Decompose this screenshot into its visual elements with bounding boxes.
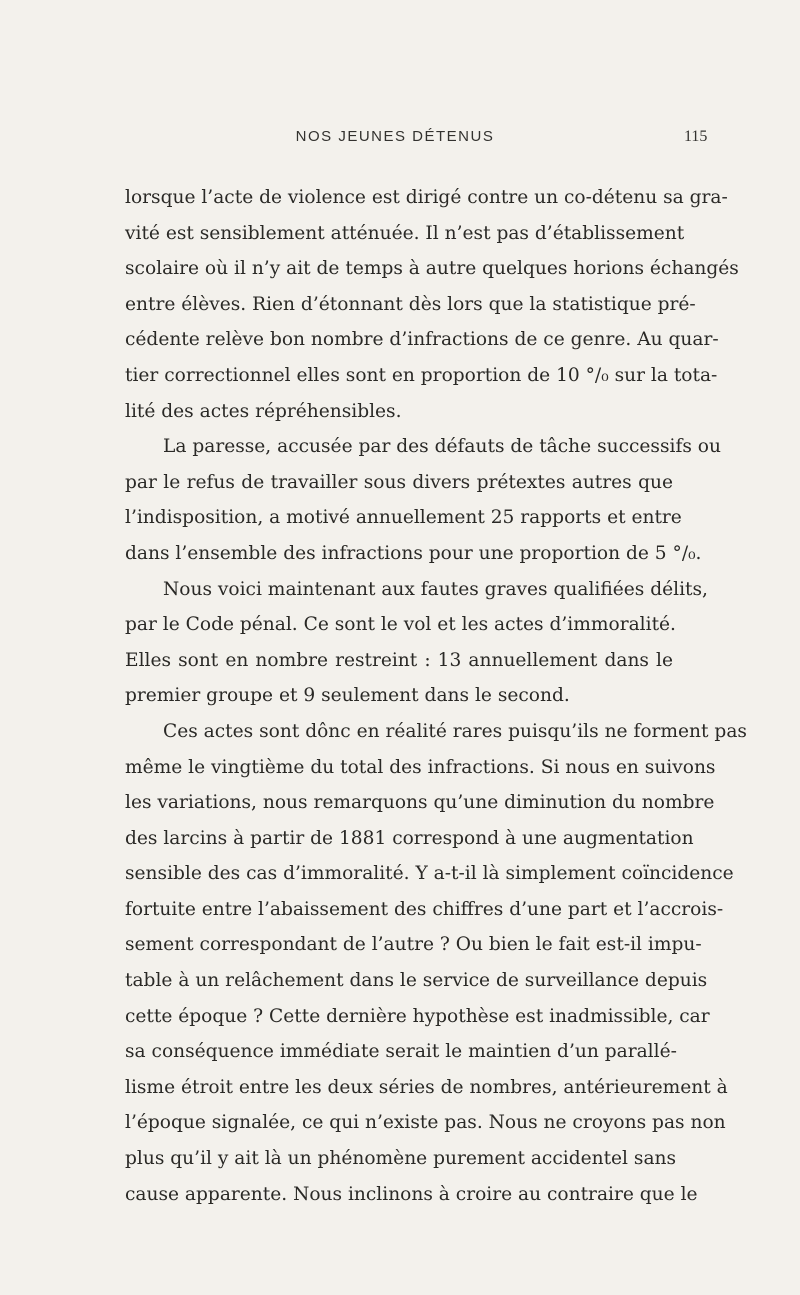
text-line: les variations, nous remarquons qu’une diminution du nombre xyxy=(125,792,715,814)
text-line: La paresse, accusée par des défauts de tâche successifs ou xyxy=(163,436,721,458)
text-line: table à un relâchement dans le service de surveillance depuis xyxy=(125,970,708,992)
body-text xyxy=(125,180,747,1212)
text-line: sement correspondant de l’autre ? Ou bien le fait est-il impu- xyxy=(125,934,702,956)
page-number: 115 xyxy=(684,128,708,145)
text-line: plus qu’il y ait là un phénomène purement accidentel sans xyxy=(125,1148,677,1170)
text-line: par le refus de travailler sous divers prétextes autres que xyxy=(125,471,673,493)
text-line: tier correctionnel elles sont en proportion de 10 °/₀ sur la tota- xyxy=(125,364,718,386)
text-line: lisme étroit entre les deux séries de nombres, antérieurement à xyxy=(125,1076,728,1098)
text-line: scolaire où il n’y ait de temps à autre quelques horions échangés xyxy=(125,258,739,280)
running-head xyxy=(0,128,800,152)
text-line: l’époque signalée, ce qui n’existe pas. Nous ne croyons pas non xyxy=(125,1112,726,1134)
text-line: premier groupe et 9 seulement dans le second. xyxy=(125,685,570,707)
running-title: NOS JEUNES DÉTENUS xyxy=(295,128,495,145)
text-line: sensible des cas d’immoralité. Y a-t-il là simplement coïncidence xyxy=(125,863,734,885)
text-line: l’indisposition, a motivé annuellement 25 rapports et entre xyxy=(125,507,682,529)
text-line: cause apparente. Nous inclinons à croire au contraire que le xyxy=(125,1183,698,1205)
text-line: sa conséquence immédiate serait le maintien d’un parallé- xyxy=(125,1041,677,1063)
text-line: Nous voici maintenant aux fautes graves qualifiées délits, xyxy=(163,578,708,600)
text-line: cédente relève bon nombre d’infractions de ce genre. Au quar- xyxy=(125,329,719,351)
text-line: par le Code pénal. Ce sont le vol et les actes d’immoralité. xyxy=(125,614,676,636)
text-line: fortuite entre l’abaissement des chiffres d’une part et l’accrois- xyxy=(125,898,724,920)
text-line: lorsque l’acte de violence est dirigé contre un co-détenu sa gra- xyxy=(125,187,728,208)
text-line: même le vingtième du total des infractions. Si nous en suivons xyxy=(125,756,716,778)
text-line: cette époque ? Cette dernière hypothèse est inadmissible, car xyxy=(125,1005,710,1027)
text-line: dans l’ensemble des infractions pour une proportion de 5 °/₀. xyxy=(125,542,702,564)
text-line: entre élèves. Rien d’étonnant dès lors que la statistique pré- xyxy=(125,293,696,315)
text-line: des larcins à partir de 1881 correspond à une augmentation xyxy=(125,827,694,849)
text-line: lité des actes répréhensibles. xyxy=(125,400,402,422)
text-line: vité est sensiblement atténuée. Il n’est pas d’établissement xyxy=(125,222,685,244)
text-line: Elles sont en nombre restreint : 13 annuellement dans le xyxy=(125,649,673,671)
text-line: Ces actes sont dônc en réalité rares puisqu’ils ne forment pas xyxy=(163,720,747,742)
